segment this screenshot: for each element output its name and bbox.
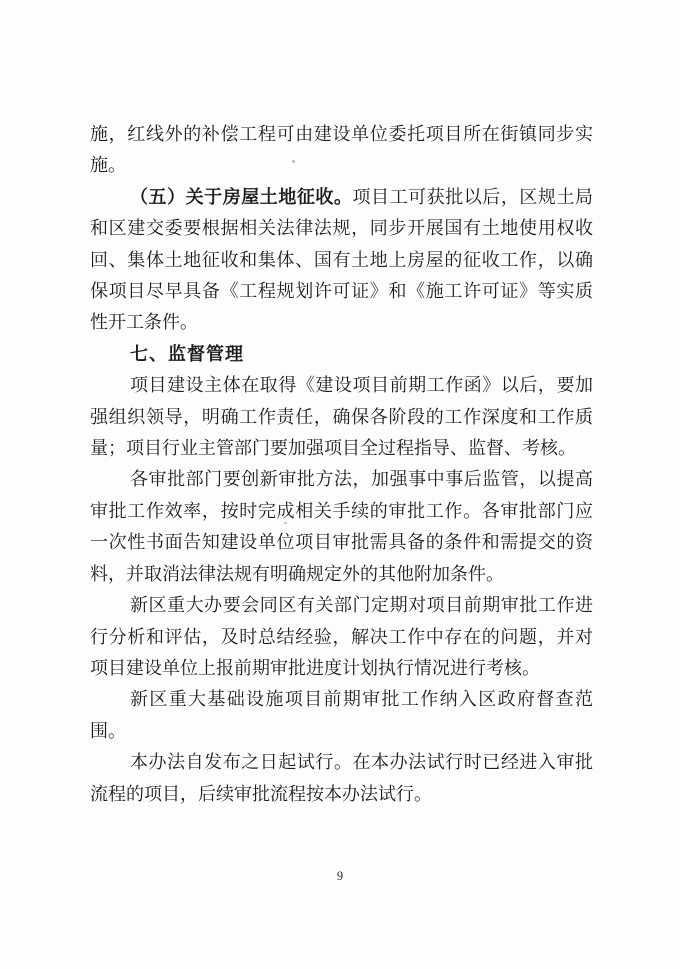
text-line	[90, 433, 593, 464]
bold-run: （五）关于房屋土地征收。	[130, 186, 353, 207]
text-line	[90, 716, 593, 747]
text-line	[90, 527, 593, 558]
text-line	[90, 684, 593, 715]
text-line	[90, 779, 593, 810]
text-run: 料，并取消法律法规有明确规定外的其他附加条件。	[90, 563, 504, 584]
text-run: 施。	[90, 155, 126, 176]
text-line	[90, 622, 593, 653]
text-run: 性开工条件。	[90, 312, 198, 333]
scan-speck	[284, 522, 287, 524]
section-heading-run: 七、监督管理	[130, 343, 244, 364]
text-run: 行分析和评估，及时总结经验，解决工作中存在的问题，并对	[90, 626, 593, 647]
page-number: 9	[336, 869, 344, 883]
document-body	[90, 119, 593, 810]
text-run: 围。	[90, 720, 126, 741]
text-run: 审批工作效率，按时完成相关手续的审批工作。各审批部门应	[90, 500, 593, 521]
scan-speck	[292, 160, 295, 163]
text-run: 新区重大办要会同区有关部门定期对项目前期审批工作进	[130, 595, 593, 616]
text-run: 各审批部门要创新审批方法，加强事中事后监管，以提高	[130, 469, 593, 490]
text-line	[90, 370, 593, 401]
text-line	[90, 590, 593, 621]
text-line	[90, 307, 593, 338]
text-run: 项目工可获批以后，区规土局	[352, 186, 593, 207]
text-line	[90, 182, 593, 213]
text-run: 项目建设单位上报前期审批进度计划执行情况进行考核。	[90, 657, 540, 678]
text-run: 新区重大基础设施项目前期审批工作纳入区政府督查范	[130, 689, 593, 710]
text-line	[90, 119, 593, 150]
text-run: 流程的项目，后续审批流程按本办法试行。	[90, 783, 432, 804]
text-run: 项目建设主体在取得《建设项目前期工作函》以后，要加	[130, 375, 593, 396]
text-line	[90, 150, 593, 181]
text-line	[90, 402, 593, 433]
text-line	[90, 213, 593, 244]
text-run: 一次性书面告知建设单位项目审批需具备的条件和需提交的资	[90, 532, 593, 553]
text-run: 回、集体土地征收和集体、国有土地上房屋的征收工作，以确	[90, 249, 593, 270]
text-line	[90, 496, 593, 527]
text-run: 和区建交委要根据相关法律法规，同步开展国有土地使用权收	[90, 218, 593, 239]
text-run: 保项目尽早具备《工程规划许可证》和《施工许可证》等实质	[90, 281, 593, 302]
text-line	[90, 339, 593, 370]
text-line	[90, 245, 593, 276]
text-run: 强组织领导，明确工作责任，确保各阶段的工作深度和工作质	[90, 406, 593, 427]
text-line	[90, 559, 593, 590]
text-line	[90, 276, 593, 307]
text-line	[90, 653, 593, 684]
text-line	[90, 464, 593, 495]
text-run: 施，红线外的补偿工程可由建设单位委托项目所在街镇同步实	[90, 124, 593, 144]
text-run: 量；项目行业主管部门要加强项目全过程指导、监督、考核。	[90, 438, 576, 459]
text-run: 本办法自发布之日起试行。在本办法试行时已经进入审批	[130, 752, 593, 773]
text-line	[90, 747, 593, 778]
